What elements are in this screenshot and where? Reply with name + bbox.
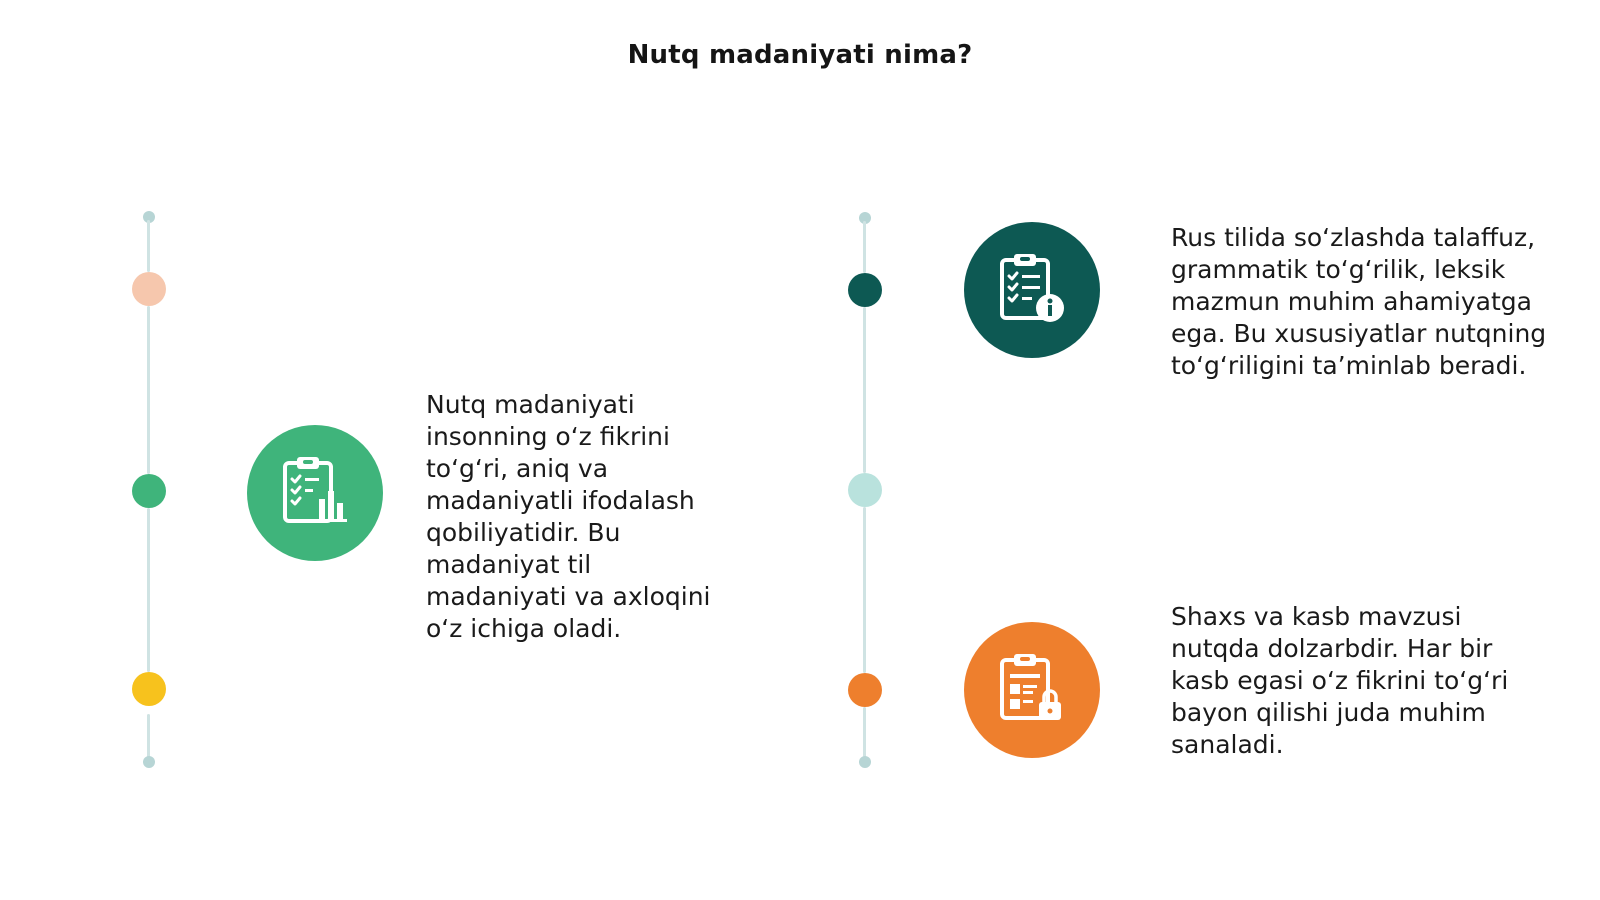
right-timeline-dot-dark-teal — [848, 273, 882, 307]
item-3-text: Shaxs va kasb mavzusi nutqda dolzarbdir. Har bir kasb egasi o‘z fikrini to‘g‘ri bayon qilishi juda muhim sanaladi. — [1171, 602, 1509, 759]
clipboard-info-icon — [992, 250, 1072, 330]
left-timeline-dot-yellow — [132, 672, 166, 706]
right-timeline-line-3 — [863, 507, 866, 673]
right-timeline-line-2 — [863, 307, 866, 473]
icon-circle-green — [247, 425, 383, 561]
item-2-text: Rus tilida so‘zlashda talaffuz, grammatik to‘g‘rilik, leksik mazmun muhim ahamiyatga ega. Bu xususiyatlar nutqning to‘g‘riligini ta’minlab beradi. — [1171, 223, 1547, 380]
left-timeline-line-3 — [147, 508, 150, 672]
left-timeline-line-4 — [147, 714, 150, 758]
right-timeline-bottom-end — [859, 756, 871, 768]
item-1-text: Nutq madaniyati insonning o‘z fikrini to‘g‘ri, aniq va madaniyatli ifodalash qobiliyatidir. Bu madaniyat til madaniyati va axloqini o‘z ichiga oladi. — [426, 390, 711, 643]
right-timeline-line-4 — [863, 707, 866, 757]
right-timeline-dot-orange — [848, 673, 882, 707]
left-timeline-dot-green — [132, 474, 166, 508]
icon-circle-orange — [964, 622, 1100, 758]
icon-circle-dark-teal — [964, 222, 1100, 358]
left-timeline-line-1 — [147, 220, 150, 272]
clipboard-lock-icon — [992, 650, 1072, 730]
right-timeline-line-1 — [863, 221, 866, 273]
left-timeline-dot-peach — [132, 272, 166, 306]
left-timeline-bottom-end — [143, 756, 155, 768]
clipboard-chart-icon — [275, 453, 355, 533]
right-timeline-dot-light-teal — [848, 473, 882, 507]
left-timeline-line-2 — [147, 306, 150, 474]
page-title: Nutq madaniyati nima? — [627, 40, 973, 70]
